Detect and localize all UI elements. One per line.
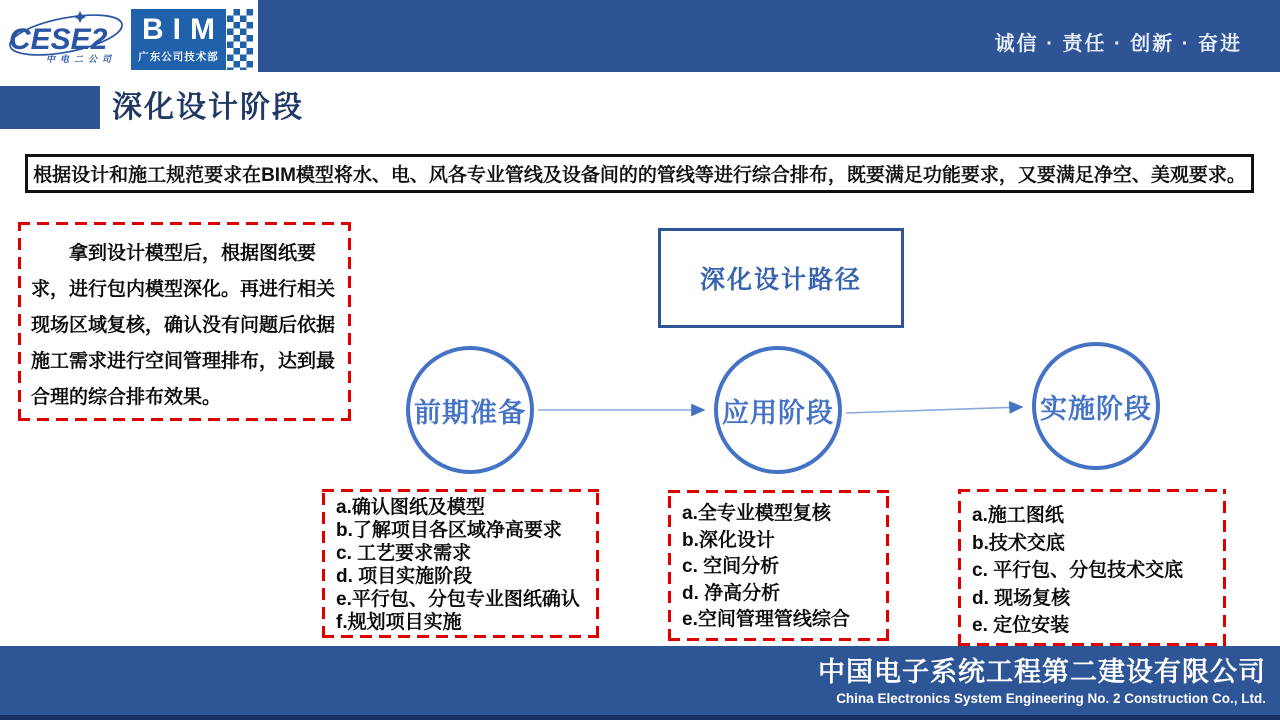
stage-item: e.平行包、分包专业图纸确认 [336, 589, 580, 610]
flow-arrow-2 [846, 407, 1022, 413]
footer [0, 646, 1280, 720]
stage-item: e. 定位安装 [972, 615, 1070, 636]
footer-strip [0, 715, 1280, 720]
stage-list-application [668, 490, 889, 641]
stage-item: d. 净高分析 [682, 582, 781, 604]
stage-circle-preparation [406, 346, 534, 474]
company-name-en: China Electronics System Engineering No. 2 Construction Co., Ltd. [836, 691, 1266, 706]
stage-list-preparation [322, 489, 599, 638]
stage-item: c. 工艺要求需求 [336, 543, 472, 564]
checker-pattern [227, 9, 253, 70]
stage-item: e.空间管理管线综合 [682, 609, 850, 630]
stage-item: b.了解项目各区域净高要求 [336, 520, 562, 541]
cese2-logo [6, 4, 128, 70]
company-name-cn: 中国电子系统工程第二建设有限公司 [818, 657, 1266, 687]
header [0, 0, 1280, 72]
stage-item: b.深化设计 [682, 529, 775, 551]
bim-logo-subtext: 广东公司技术部 [138, 51, 219, 63]
stage-label: 应用阶段 [722, 397, 834, 428]
stage-circle-implementation [1032, 342, 1160, 470]
bim-logo [131, 9, 226, 70]
stage-item: b.技术交底 [972, 532, 1065, 554]
note-box [18, 222, 351, 421]
title-accent-block [0, 86, 100, 129]
stage-label: 实施阶段 [1040, 393, 1152, 424]
cese2-logo-subtext: 中电二公司 [46, 54, 117, 64]
note-text: 拿到设计模型后，根据图纸要求，进行包内模型深化。再进行相关现场区域复核，确认没有问题后依据施工需求进行空间管理排布，达到最合理的综合排布效果。 [31, 243, 336, 408]
stage-list-implementation [958, 489, 1226, 646]
stage-circle-application [714, 346, 842, 474]
stage-item: c. 平行包、分包技术交底 [972, 560, 1184, 581]
sparkle-icon [74, 11, 86, 23]
page-title: 深化设计阶段 [112, 91, 304, 124]
stage-item: a.全专业模型复核 [682, 503, 831, 524]
header-bar [258, 0, 1280, 72]
stage-item: f.规划项目实施 [336, 612, 462, 633]
stage-label: 前期准备 [414, 397, 526, 428]
footer-company [818, 655, 1266, 706]
company-motto: 诚信 · 责任 · 创新 · 奋进 [994, 33, 1242, 55]
cese2-logo-text: CESE2 [9, 23, 108, 56]
stage-item: a.施工图纸 [972, 505, 1064, 526]
stage-item: d. 项目实施阶段 [336, 566, 473, 587]
stage-item: a.确认图纸及模型 [336, 497, 485, 518]
bim-logo-text: BIM [142, 13, 224, 46]
path-title-box: 深化设计路径 [658, 228, 904, 328]
stage-item: d. 现场复核 [972, 587, 1071, 609]
stage-item: c. 空间分析 [682, 556, 780, 577]
intro-box: 根据设计和施工规范要求在BIM模型将水、电、风各专业管线及设备间的的管线等进行综合排布，既要满足功能要求，又要满足净空、美观要求。 [25, 154, 1254, 193]
